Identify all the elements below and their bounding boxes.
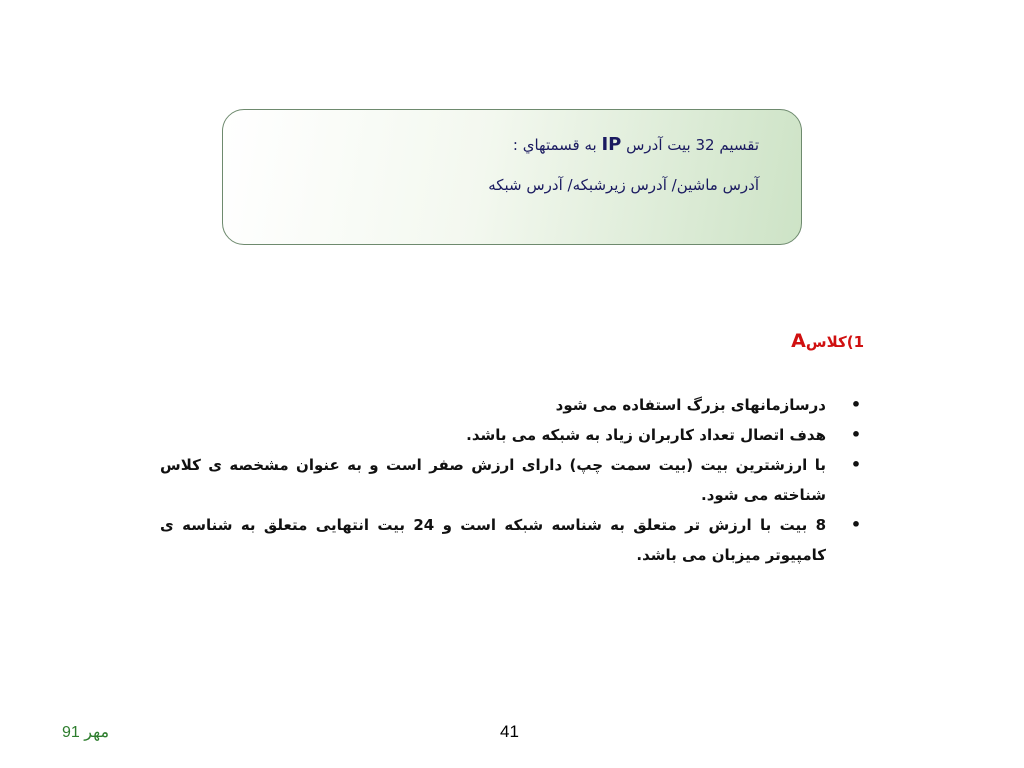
bullet-text: هدف اتصال تعداد کاربران زیاد به شبکه می باشد.: [466, 426, 826, 444]
section-heading-letter: A: [791, 330, 806, 352]
callout-line-1-suffix: به قسمتهاي :: [512, 136, 602, 154]
callout-ip-term: IP: [601, 134, 622, 155]
bullet-dot-icon: •: [850, 395, 862, 414]
bullet-list: [160, 390, 864, 570]
bullet-dot-icon: •: [850, 425, 862, 444]
footer-date: مهر 91: [62, 724, 110, 741]
section-heading-prefix: 1)کلاس: [805, 333, 864, 351]
bullet-item: [160, 510, 864, 570]
bullet-dot-icon: •: [850, 515, 862, 534]
section-heading: [791, 330, 864, 352]
bullet-item: [160, 450, 864, 510]
bullet-item: [160, 420, 864, 450]
bullet-item: [160, 390, 864, 420]
bullet-text: 8 بیت با ارزش تر متعلق به شناسه شبکه است و 24 بیت انتهایی متعلق به شناسه ی کامپیوتر میزبان می باشد.: [160, 516, 826, 564]
bullet-dot-icon: •: [850, 455, 862, 474]
bullet-text: درسازمانهای بزرگ استفاده می شود: [555, 396, 826, 414]
page-number: 41: [500, 722, 519, 741]
callout-line-2: آدرس ماشین/ آدرس زیرشبکه/ آدرس شبکه: [488, 176, 759, 194]
callout-box: [222, 109, 802, 245]
callout-line-1-prefix: تقسیم 32 بیت آدرس: [621, 136, 759, 154]
callout-line-1: [253, 134, 759, 156]
bullet-text: با ارزشترین بیت (بیت سمت چپ) دارای ارزش صفر است و به عنوان مشخصه ی کلاس شناخته می شود.: [160, 456, 826, 504]
